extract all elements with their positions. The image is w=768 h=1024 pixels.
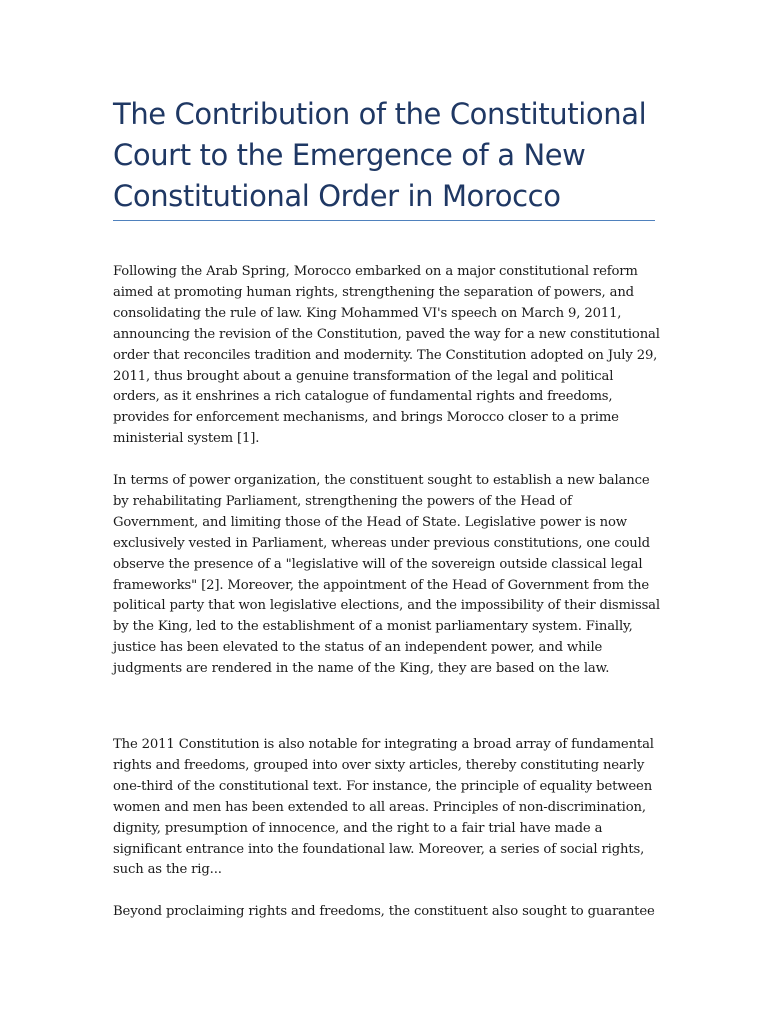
document-title: The Contribution of the Constitutional Court to the Emergence of a New Constitutional Order in Morocco <box>113 97 647 213</box>
paragraph-power-organization: In terms of power organization, the constituent sought to establish a new balance by rehabilitating Parliament, strengthening the powers of the Head of Government, and limiting those of the Head of State. Legislative power is now exclusively vested in Parliament, whereas under previous constitutions, one could observe the presence of a "legislative will of the sovereign outside classical legal frameworks" [2]. Moreover, the appointment of the Head of Government from the political party that won legislative elections, and the impossibility of their dismissal by the King, led to the establishment of a monist parliamentary system. Finally, justice has been elevated to the status of an independent power, and while judgments are rendered in the name of the King, they are based on the law. <box>113 473 660 677</box>
title-underline-divider <box>113 220 655 221</box>
paragraph-intro: Following the Arab Spring, Morocco embarked on a major constitutional reform aimed at promoting human rights, strengthening the separation of powers, and consolidating the rule of law. King Mohammed VI's speech on March 9, 2011, announcing the revision of the Constitution, paved the way for a new constitutional order that reconciles tradition and modernity. The Constitution adopted on July 29, 2011, thus brought about a genuine transformation of the legal and political orders, as it enshrines a rich catalogue of fundamental rights and freedoms, provides for enforcement mechanisms, and brings Morocco closer to a prime ministerial system [1]. <box>113 264 660 447</box>
paragraph-fundamental-rights: The 2011 Constitution is also notable for integrating a broad array of fundamental rights and freedoms, grouped into over sixty articles, thereby constituting nearly one-third of the constitutional text. For instance, the principle of equality between women and men has been extended to all areas. Principles of non-discrimination, dignity, presumption of innocence, and the right to a fair trial have made a significant entrance into the foundational law. Moreover, a series of social rights, such as the rig... <box>113 737 654 878</box>
paragraph-guarantees: Beyond proclaiming rights and freedoms, the constituent also sought to guarantee <box>113 904 655 919</box>
